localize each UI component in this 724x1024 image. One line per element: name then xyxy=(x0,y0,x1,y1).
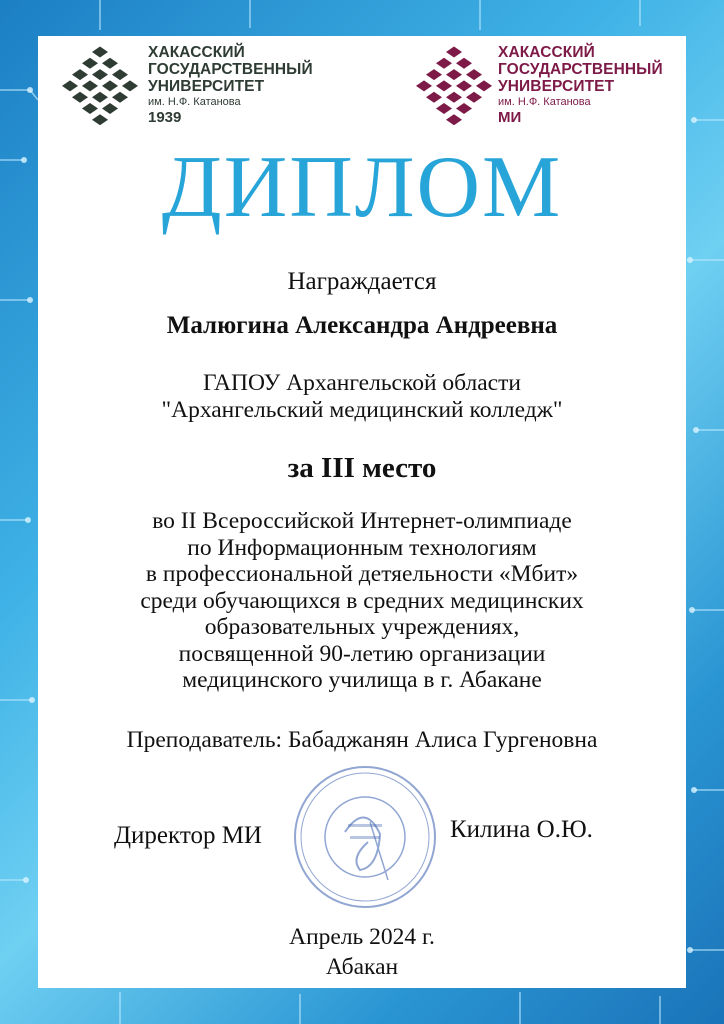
logo-diamond xyxy=(426,92,442,103)
logo-left-line-3: УНИВЕРСИТЕТ xyxy=(148,78,265,95)
logo-diamond xyxy=(102,58,118,69)
description xyxy=(0,508,724,694)
organization xyxy=(0,370,724,424)
logo-left-line-2: ГОСУДАРСТВЕННЫЙ xyxy=(148,61,313,78)
official-stamp-icon xyxy=(290,762,440,912)
logo-diamond xyxy=(72,92,88,103)
place-award: за III место xyxy=(287,452,437,484)
logo-diamond xyxy=(92,47,108,58)
logo-diamond xyxy=(456,103,472,114)
logo-diamond xyxy=(82,80,98,91)
logo-left-line-1: ХАКАССКИЙ xyxy=(148,44,245,61)
description-line: по Информационным технологиям xyxy=(187,534,537,561)
awarded-label: Награждается xyxy=(287,268,437,295)
description-line: в профессиональной детяельности «Мбит» xyxy=(145,561,579,587)
description-line: посвященной 90-летию организации xyxy=(178,640,546,667)
logo-diamond xyxy=(92,114,108,125)
logo-right-line-2: ГОСУДАРСТВЕННЫЙ xyxy=(498,61,663,78)
logo-diamond xyxy=(456,58,472,69)
diploma-title: ДИПЛОМ xyxy=(161,139,563,236)
logo-diamond xyxy=(82,103,98,114)
logo-left-year: 1939 xyxy=(148,109,182,126)
logo-diamond xyxy=(446,69,462,80)
logo-diamond xyxy=(436,80,452,91)
logo-right-line-3: УНИВЕРСИТЕТ xyxy=(498,78,615,95)
logo-diamond xyxy=(416,80,432,91)
university-logo-right xyxy=(412,44,663,128)
logo-right-sub: им. Н.Ф. Катанова xyxy=(498,96,591,108)
logo-diamond xyxy=(436,58,452,69)
recipient-name: Малюгина Александра Андреевна xyxy=(166,312,558,339)
organization-line: ГАПОУ Архангельской области xyxy=(203,370,521,396)
logo-diamond xyxy=(446,47,462,58)
logo-diamond xyxy=(112,69,128,80)
director-label: Директор МИ xyxy=(114,822,262,849)
description-line: медицинского училища в г. Абакане xyxy=(182,667,542,693)
description-line: среди обучающихся в средних медицинских xyxy=(140,587,584,614)
logo-diamond xyxy=(466,69,482,80)
organization-line: "Архангельский медицинский колледж" xyxy=(161,397,563,423)
logo-diamond xyxy=(92,69,108,80)
issue-city: Абакан xyxy=(325,954,399,980)
logo-right-line-1: ХАКАССКИЙ xyxy=(498,44,595,61)
logo-diamond xyxy=(92,92,108,103)
logo-diamond xyxy=(446,114,462,125)
logo-diamond xyxy=(456,80,472,91)
logo-diamond xyxy=(476,80,492,91)
logo-diamond xyxy=(122,80,138,91)
diamond-grid-icon xyxy=(58,44,142,128)
description-line: образовательных учреждениях, xyxy=(204,614,520,640)
teacher: Преподаватель: Бабаджанян Алиса Гургеновна xyxy=(126,727,598,753)
logo-diamond xyxy=(62,80,78,91)
logo-diamond xyxy=(72,69,88,80)
logo-diamond xyxy=(426,69,442,80)
logo-diamond xyxy=(436,103,452,114)
logo-right-tag: МИ xyxy=(498,109,522,126)
logo-diamond xyxy=(102,80,118,91)
logo-diamond xyxy=(82,58,98,69)
diamond-grid-icon xyxy=(412,44,496,128)
logo-diamond xyxy=(466,92,482,103)
description-line: во II Всероссийской Интернет-олимпиаде xyxy=(152,508,572,534)
logo-diamond xyxy=(112,92,128,103)
logo-left-sub: им. Н.Ф. Катанова xyxy=(148,96,241,108)
director-name: Килина О.Ю. xyxy=(450,816,593,843)
university-logo-left xyxy=(58,44,313,128)
logo-diamond xyxy=(102,103,118,114)
logo-diamond xyxy=(446,92,462,103)
issue-date: Апрель 2024 г. xyxy=(289,924,435,950)
